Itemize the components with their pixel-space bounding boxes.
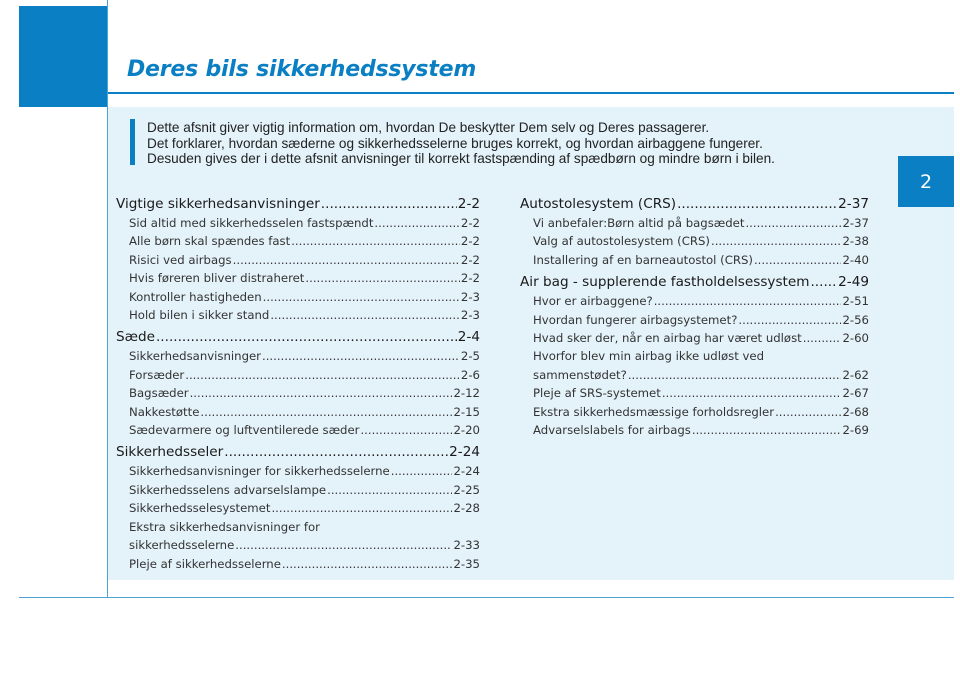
toc-item-title: Ekstra sikkerhedsmæssige forholdsregler (533, 404, 775, 419)
toc-item-title: Sikkerhedsanvisninger for sikkerhedsselerne (129, 464, 390, 479)
chapter-number: 2 (919, 170, 933, 193)
toc-page: 2-56 (842, 312, 869, 327)
toc-item-title: sammenstødet? (533, 367, 627, 382)
toc-item-title: Kontroller hastigheden (129, 289, 262, 304)
toc-item-title: Forsæder (129, 367, 185, 382)
toc-item-title: Valg af autostolesystem (CRS) (533, 234, 710, 249)
toc-item[interactable] (116, 347, 480, 365)
chapter-intro (147, 120, 937, 167)
corner-block (19, 6, 107, 107)
toc-page: 2-35 (453, 556, 480, 571)
toc-item[interactable] (520, 232, 869, 250)
chapter-tab[interactable] (898, 156, 954, 207)
toc-item[interactable] (116, 499, 480, 517)
toc-column-right (520, 191, 869, 439)
toc-section[interactable] (116, 194, 480, 214)
toc-page: 2-3 (460, 308, 480, 323)
toc-item[interactable] (116, 269, 480, 287)
toc-item-title: Nakkestøtte (129, 404, 200, 419)
toc-page: 2-2 (460, 234, 480, 249)
toc-page: 2-60 (842, 331, 869, 346)
toc-section[interactable] (520, 194, 869, 214)
toc-item-title: Hvordan fungerer airbagsystemet? (533, 312, 738, 327)
toc-page: 2-37 (838, 196, 869, 212)
toc-item-title: Installering af en barneautostol (CRS) (533, 252, 753, 267)
toc-page: 2-40 (842, 252, 869, 267)
toc-page: 2-38 (842, 234, 869, 249)
toc-page: 2-62 (842, 367, 869, 382)
toc-item[interactable] (520, 403, 869, 421)
toc-page: 2-4 (457, 329, 480, 346)
bottom-line (19, 597, 954, 598)
toc-page: 2-69 (842, 423, 869, 438)
toc-column-left (116, 191, 480, 573)
intro-accent-bar (130, 119, 135, 165)
toc-page: 2-24 (453, 464, 480, 479)
intro-line: Desuden gives der i dette afsnit anvisninger til korrekt fastspænding af spædbørn og mindre børn i bilen. (147, 151, 775, 166)
toc-item[interactable] (520, 366, 869, 384)
toc-item[interactable] (520, 292, 869, 310)
toc-item-line[interactable] (116, 518, 480, 536)
toc-item-title: Hvad sker der, når en airbag har været udløst (533, 331, 802, 346)
toc-item[interactable] (520, 384, 869, 402)
toc-section[interactable] (520, 272, 869, 292)
toc-item[interactable] (520, 251, 869, 269)
toc-section[interactable] (116, 327, 480, 347)
toc-item-title: Hold bilen i sikker stand (129, 308, 270, 323)
toc-page: 2-49 (838, 274, 869, 291)
chapter-title: Deres bils sikkerhedssystem (127, 57, 477, 82)
toc-item[interactable] (116, 481, 480, 499)
toc-page: 2-25 (453, 482, 480, 497)
toc-item-title: Hvorfor blev min airbag ikke udløst ved (533, 349, 765, 364)
toc-item[interactable] (520, 311, 869, 329)
toc-item-title: Ekstra sikkerhedsanvisninger for (129, 519, 320, 534)
toc-item[interactable] (116, 288, 480, 306)
toc-page: 2-28 (453, 501, 480, 516)
toc-item[interactable] (116, 403, 480, 421)
toc-item-title: sikkerhedsselerne (129, 538, 235, 553)
toc-section-title: Sæde (116, 329, 155, 346)
toc-item-title: Hvis føreren bliver distraheret (129, 271, 305, 286)
toc-page: 2-15 (453, 404, 480, 419)
toc-item-title: Sikkerhedsselesystemet (129, 501, 271, 516)
toc-item-title: Sædevarmere og luftventilerede sæder (129, 423, 360, 438)
toc-item[interactable] (116, 555, 480, 573)
toc-section-title: Autostolesystem (CRS) (520, 196, 677, 212)
toc-item-title: Vi anbefaler:Børn altid på bagsædet (533, 216, 745, 230)
toc-page: 2-6 (460, 367, 480, 382)
toc-page: 2-5 (460, 349, 480, 364)
title-rule (108, 92, 954, 94)
toc-item-title: Sikkerhedsselens advarselslampe (129, 482, 327, 497)
toc-page: 2-37 (842, 216, 869, 230)
toc-item-title: Hvor er airbaggene? (533, 294, 653, 309)
toc-item[interactable] (520, 214, 869, 232)
toc-item[interactable] (116, 232, 480, 250)
toc-item[interactable] (116, 536, 480, 554)
intro-line: Dette afsnit giver vigtig information om, hvordan De beskytter Dem selv og Deres passagerer. (147, 120, 710, 135)
toc-item[interactable] (520, 421, 869, 439)
toc-item-line[interactable] (520, 347, 869, 365)
toc-item-title: Pleje af sikkerhedsselerne (129, 556, 281, 571)
toc-section-title: Sikkerhedsseler (116, 444, 224, 461)
toc-item-title: Advarselslabels for airbags (533, 423, 691, 438)
toc-item[interactable] (116, 384, 480, 402)
toc-page: 2-51 (842, 294, 869, 309)
toc-page: 2-24 (449, 444, 480, 461)
toc-item[interactable] (116, 366, 480, 384)
toc-page: 2-67 (842, 386, 869, 401)
toc-page: 2-12 (453, 386, 480, 401)
toc-page: 2-2 (460, 252, 480, 267)
toc-page: 2-2 (460, 271, 480, 286)
intro-line: Det forklarer, hvordan sæderne og sikkerhedsselerne bruges korrekt, og hvordan airbaggene fungerer. (147, 135, 763, 151)
toc-item-title: Bagsæder (129, 386, 189, 401)
toc-section[interactable] (116, 442, 480, 462)
toc-section-title: Air bag - supplerende fastholdelsessystem (520, 274, 810, 291)
toc-item-title: Pleje af SRS-systemet (533, 386, 661, 401)
toc-page: 2-20 (453, 423, 480, 438)
toc-item-title: Alle børn skal spændes fast (129, 234, 291, 249)
toc-item[interactable] (116, 214, 480, 232)
toc-item[interactable] (116, 306, 480, 324)
toc-page: 2-2 (457, 196, 480, 212)
toc-item[interactable] (116, 251, 480, 269)
toc-item-title: Sikkerhedsanvisninger (129, 349, 261, 364)
toc-page: 2-33 (453, 538, 480, 553)
toc-item[interactable] (116, 421, 480, 439)
toc-page: 2-2 (460, 216, 480, 230)
toc-item[interactable] (116, 462, 480, 480)
toc-page: 2-68 (842, 404, 869, 419)
toc-section-title: Vigtige sikkerhedsanvisninger (116, 196, 320, 212)
toc-item-title: Risici ved airbags (129, 252, 232, 267)
toc-item[interactable] (520, 329, 869, 347)
toc-item-title: Sid altid med sikkerhedsselen fastspændt (129, 216, 374, 230)
toc-page: 2-3 (460, 289, 480, 304)
